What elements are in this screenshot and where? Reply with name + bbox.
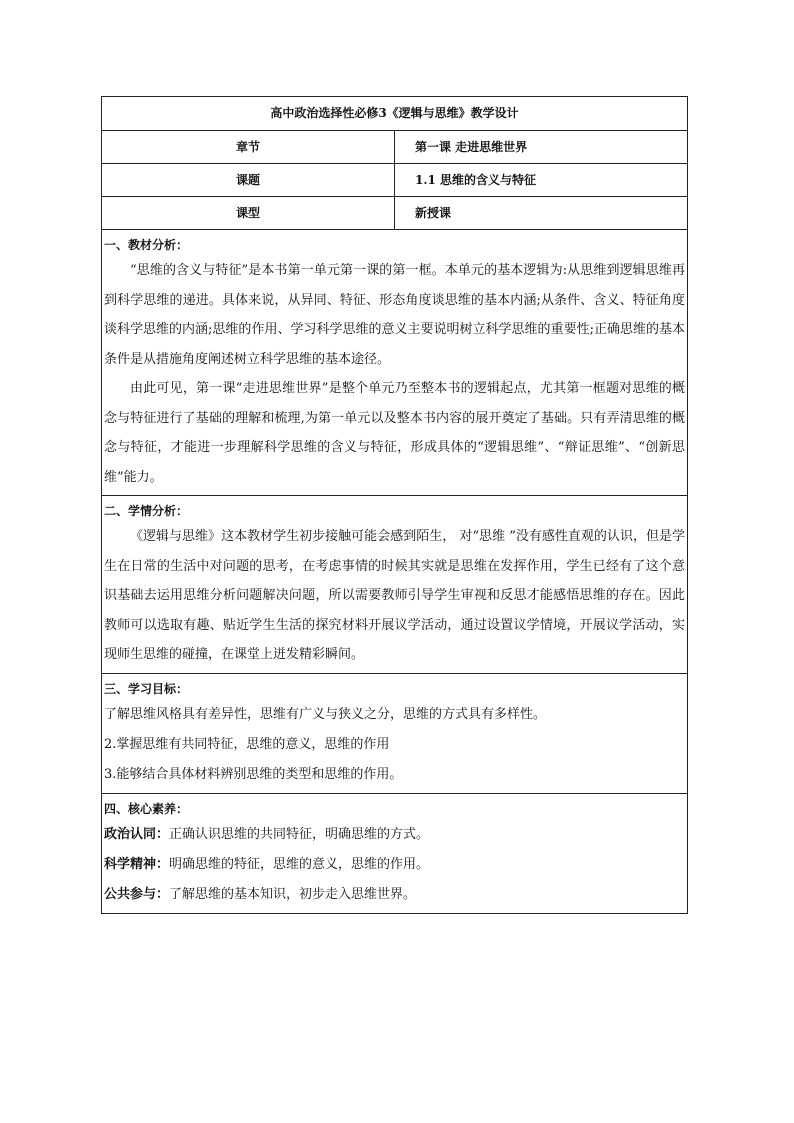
materials-paragraph-2: 由此可见，第一课“走进思维世界”是整个单元乃至整本书的逻辑起点，尤其第一框题对思维的概念与特征进行了基础的理解和梳理,为第一单元以及整本书内容的展开奠定了基础。只有弄清思维的概念与特征，才能进一步理解科学思维的含义与特征，形成具体的“逻辑思维”、“辩证思维”、“创新思维”能力。: [104, 381, 685, 485]
goal-item-2: 2.掌握思维有共同特征，思维的意义，思维的作用: [104, 736, 390, 752]
lesson-plan-document: [101, 96, 688, 914]
section-students: [102, 496, 688, 674]
section-literacy: [102, 793, 688, 913]
section-heading-goals: 三、学习目标：: [104, 681, 189, 696]
literacy-item-political: [102, 820, 687, 850]
section-goals: [102, 673, 688, 793]
materials-paragraph-1: “思维的含义与特征”是本书第一单元第一课的第一框。本单元的基本逻辑为:从思维到逻辑思维再到科学思维的递进。具体来说，从异同、特征、形态角度谈思维的基本内涵;从条件、含义、特征角度谈科学思维的内涵;思维的作用、学习科学思维的意义主要说明树立科学思维的重要性;正确思维的基本条件是从措施角度阐述树立科学思维的基本途径。: [104, 263, 685, 367]
meta-label-lesson-type: 课型: [102, 197, 395, 230]
meta-value-topic: 1.1 思维的含义与特征: [395, 164, 688, 197]
meta-row-lesson-type: [102, 197, 688, 230]
literacy-item-public: [102, 880, 687, 910]
goal-item-3: 3.能够结合具体材料辨别思维的类型和思维的作用。: [104, 766, 403, 782]
meta-value-lesson-type: 新授课: [395, 197, 688, 230]
literacy-tag-public: 公共参与：: [104, 886, 170, 902]
section-heading-materials: 一、教材分析：: [104, 238, 189, 252]
literacy-tag-political: 政治认同：: [104, 826, 170, 842]
literacy-text-political: 正确认识思维的共同特征，明确思维的方式。: [169, 826, 430, 842]
lesson-plan-table: [101, 96, 688, 914]
literacy-text-science: 明确思维的特征，思维的意义，思维的作用。: [169, 856, 430, 872]
literacy-item-science: [102, 850, 687, 880]
literacy-tag-science: 科学精神：: [104, 856, 170, 872]
literacy-text-public: 了解思维的基本知识，初步走入思维世界。: [169, 886, 417, 902]
meta-row-topic: [102, 164, 688, 197]
document-title: 高中政治选择性必修3《逻辑与思维》教学设计: [102, 97, 688, 131]
section-materials: [102, 230, 688, 496]
students-paragraph-1: 《逻辑与思维》这本教材学生初步接触可能会感到陌生， 对“思维 ”没有感性直观的认识，但是学生在日常的生活中对问题的思考，在考虑事情的时候其实就是思维在发挥作用，学生已经有了这个意识基础去运用思维分析问题解决问题，所以需要教师引导学生审视和反思才能感悟思维的存在。因此教师可以选取有趣、贴近学生生活的探究材料开展议学活动，通过设置议学情境，开展议学活动，实现师生思维的碰撞，在课堂上迸发精彩瞬间。: [104, 529, 685, 662]
meta-label-chapter: 章节: [102, 131, 395, 164]
section-heading-students: 二、学情分析：: [104, 504, 189, 518]
meta-label-topic: 课题: [102, 164, 395, 197]
goal-item-1: 了解思维风格具有差异性，思维有广义与狭义之分，思维的方式具有多样性。: [104, 706, 547, 722]
meta-value-chapter: 第一课 走进思维世界: [395, 131, 688, 164]
meta-row-chapter: [102, 131, 688, 164]
section-heading-literacy: 四、核心素养：: [104, 801, 189, 816]
